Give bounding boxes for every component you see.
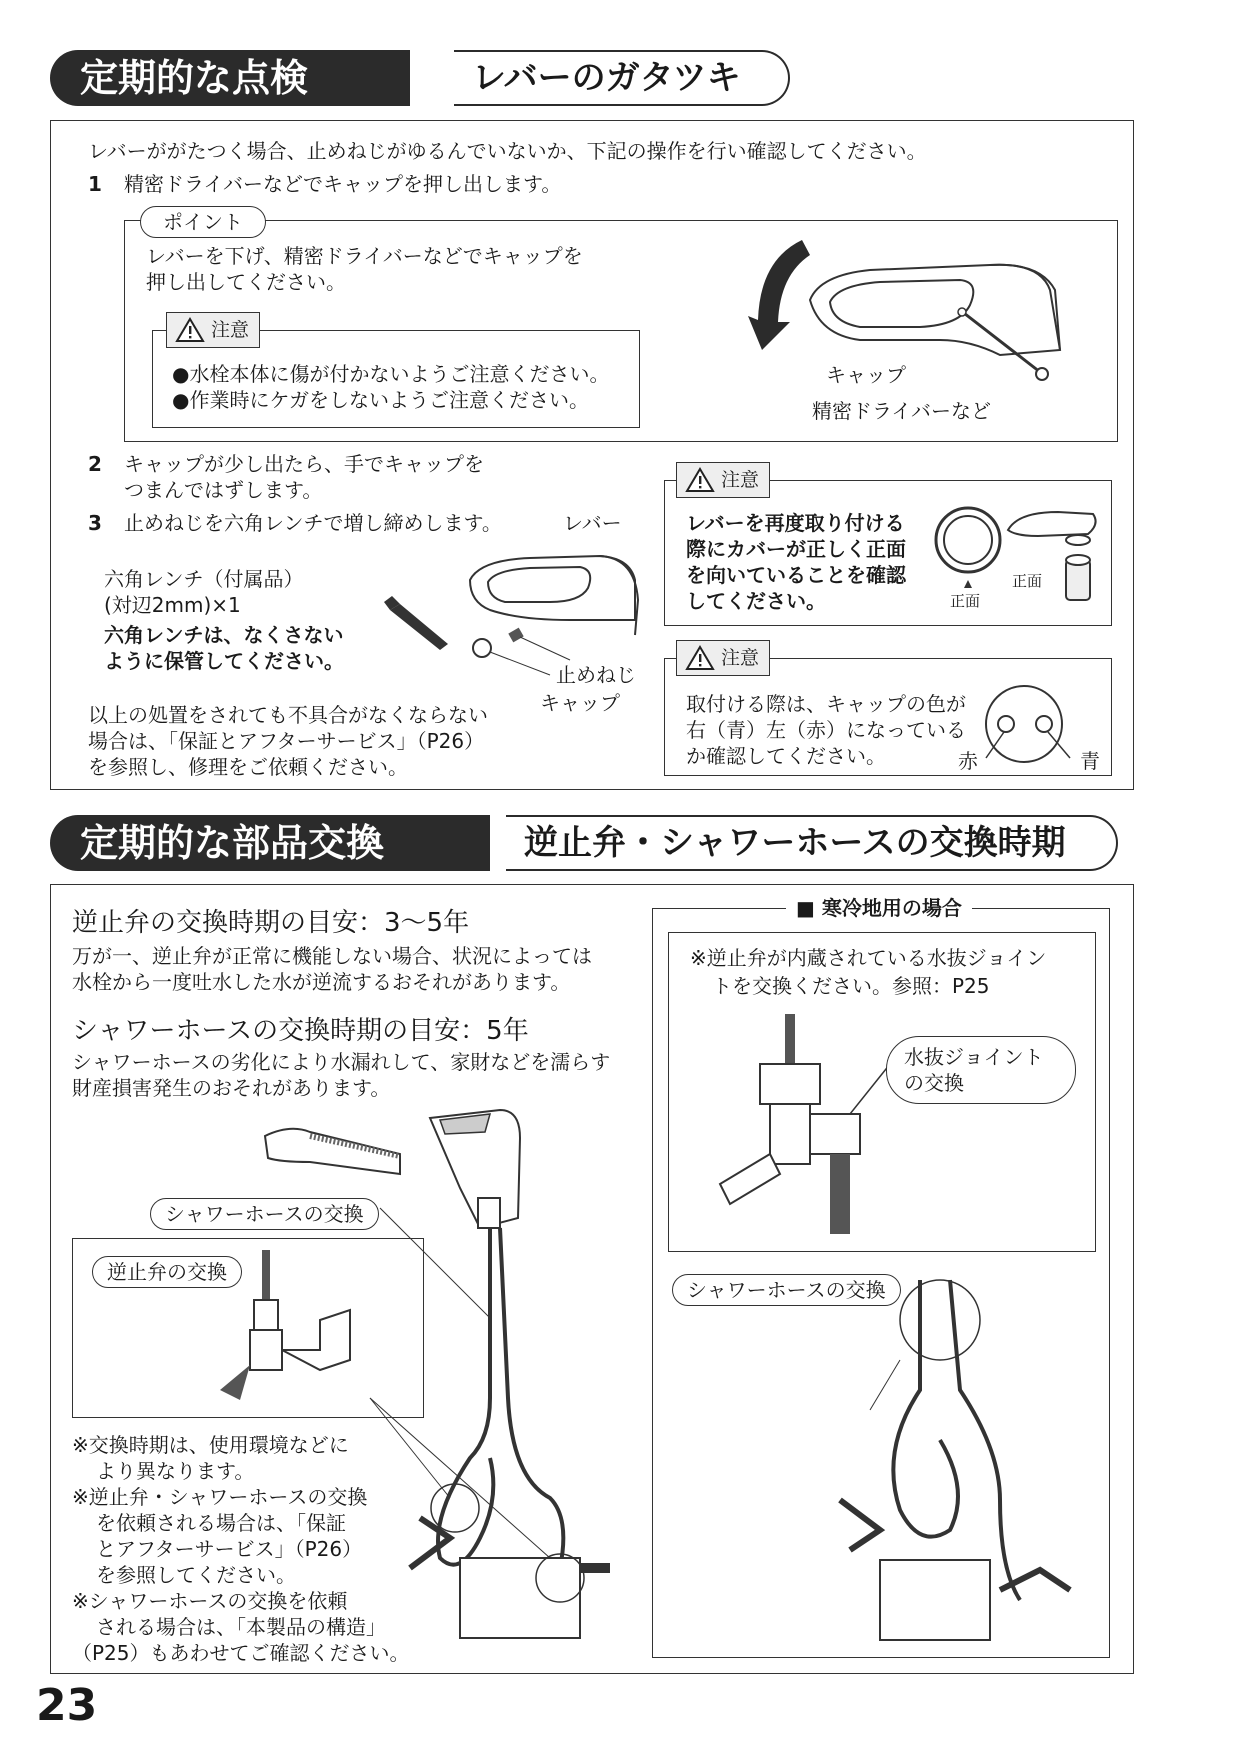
fig2-screw-label: 止めねじ <box>556 663 636 687</box>
caution1-tag <box>166 312 260 348</box>
cold-line2: トを交換ください。参照：P25 <box>712 974 990 998</box>
hose-heading: シャワーホースの交換時期の目安：5年 <box>72 1016 529 1046</box>
caution3-line3: か確認してください。 <box>686 744 886 768</box>
step2-line1: キャップが少し出たら、手でキャップを <box>124 452 484 476</box>
caution2-line1: レバーを再度取り付ける <box>686 511 905 535</box>
warning-icon <box>685 645 715 671</box>
fig1-cap-label: キャップ <box>826 363 906 387</box>
valve-line2: 水栓から一度吐水した水が逆流するおそれがあります。 <box>72 970 571 994</box>
blue-label: 青 <box>1080 749 1100 773</box>
caution2-label: 注意 <box>721 469 760 491</box>
note3-line3: （P25）もあわせてご確認ください。 <box>72 1641 410 1665</box>
point-line1: レバーを下げ、精密ドライバーなどでキャップを <box>146 244 583 268</box>
cold-hose-callout: シャワーホースの交換 <box>672 1274 901 1306</box>
caution2-tag <box>676 462 770 498</box>
wrench-keep2: ように保管してください。 <box>104 649 344 673</box>
wrench-line2: (対辺2mm)×1 <box>104 593 241 617</box>
section1-title: 定期的な点検 <box>50 50 410 106</box>
cold-line1: ※逆止弁が内蔵されている水抜ジョイン <box>690 946 1047 970</box>
fig1-driver-label: 精密ドライバーなど <box>812 399 991 423</box>
note2-line1: ※逆止弁・シャワーホースの交換 <box>72 1485 368 1509</box>
caution1-line2: ●作業時にケガをしないようご注意ください。 <box>172 388 590 412</box>
section1-subtitle: レバーのガタツキ <box>454 50 790 106</box>
note2-line2: を依頼される場合は、「保証 <box>96 1511 346 1535</box>
note3-line1: ※シャワーホースの交換を依頼 <box>72 1589 348 1613</box>
caution3-line1: 取付ける際は、キャップの色が <box>686 692 966 716</box>
step3-number: 3 <box>88 511 102 535</box>
caution3-label: 注意 <box>721 647 760 669</box>
caution2-line3: を向いていることを確認 <box>686 563 906 587</box>
wrench-keep1: 六角レンチは、なくさない <box>104 623 344 647</box>
caution3-tag <box>676 640 770 676</box>
valve-line1: 万が一、逆止弁が正常に機能しない場合、状況によっては <box>72 944 592 968</box>
note2-line4: を参照してください。 <box>96 1563 296 1587</box>
caution1-label: 注意 <box>211 319 250 341</box>
valve-callout: 逆止弁の交換 <box>92 1256 242 1288</box>
section2-subtitle: 逆止弁・シャワーホースの交換時期 <box>506 815 1118 871</box>
caution2-line2: 際にカバーが正しく正面 <box>686 537 906 561</box>
hose-line2: 財産損害発生のおそれがあります。 <box>72 1076 391 1100</box>
section1-header <box>50 50 750 106</box>
red-label: 赤 <box>958 749 978 773</box>
note1-line1: ※交換時期は、使用環境などに <box>72 1433 349 1457</box>
cold-heading: ■ 寒冷地用の場合 <box>786 895 972 921</box>
step2-number: 2 <box>88 452 102 476</box>
front-label-1: 正面 <box>950 592 981 610</box>
caution2-line4: してください。 <box>686 589 826 613</box>
intro-text: レバーががたつく場合、止めねじがゆるんでいないか、下記の操作を行い確認してください。 <box>88 139 927 163</box>
fig2-lever-label: レバー <box>563 511 622 535</box>
step3-text: 止めねじを六角レンチで増し締めします。 <box>124 511 502 535</box>
note-line1: 以上の処置をされても不具合がなくならない <box>88 703 488 727</box>
page-number: 23 <box>36 1680 98 1731</box>
step1-number: 1 <box>88 172 102 196</box>
note1-line2: より異なります。 <box>96 1459 255 1483</box>
warning-icon <box>685 467 715 493</box>
check-valve-illustration <box>190 1250 390 1410</box>
note3-line2: される場合は、「本製品の構造」 <box>96 1615 386 1639</box>
point-label: ポイント <box>140 206 266 238</box>
warning-icon <box>175 317 205 343</box>
caution1-line1: ●水栓本体に傷が付かないようご注意ください。 <box>172 362 610 386</box>
step1-text: 精密ドライバーなどでキャップを押し出します。 <box>124 172 562 196</box>
lever-cap-illustration <box>740 230 1120 400</box>
hose-line1: シャワーホースの劣化により水漏れして、家財などを濡らす <box>72 1050 611 1074</box>
cold-faucet-illustration <box>820 1270 1110 1650</box>
joint-callout-line2: の交換 <box>904 1071 964 1095</box>
section2-header <box>50 815 1120 871</box>
point-line2: 押し出してください。 <box>146 270 346 294</box>
note-line3: を参照し、修理をご依頼ください。 <box>88 755 408 779</box>
cap-colors-illustration <box>960 680 1090 775</box>
note2-line3: とアフターサービス」（P26） <box>96 1537 363 1561</box>
section2-title: 定期的な部品交換 <box>50 815 490 871</box>
front-label-2: 正面 <box>1012 572 1043 590</box>
hose-callout: シャワーホースの交換 <box>150 1198 379 1230</box>
valve-heading: 逆止弁の交換時期の目安：3〜5年 <box>72 908 470 938</box>
wrench-line1: 六角レンチ（付属品） <box>104 567 304 591</box>
caution3-line2: 右（青）左（赤）になっている <box>686 718 966 742</box>
note-line2: 場合は、「保証とアフターサービス」（P26） <box>88 729 485 753</box>
joint-callout-line1: 水抜ジョイント <box>904 1045 1044 1069</box>
fig2-cap-label: キャップ <box>540 691 620 715</box>
step2-line2: つまんではずします。 <box>124 478 323 502</box>
